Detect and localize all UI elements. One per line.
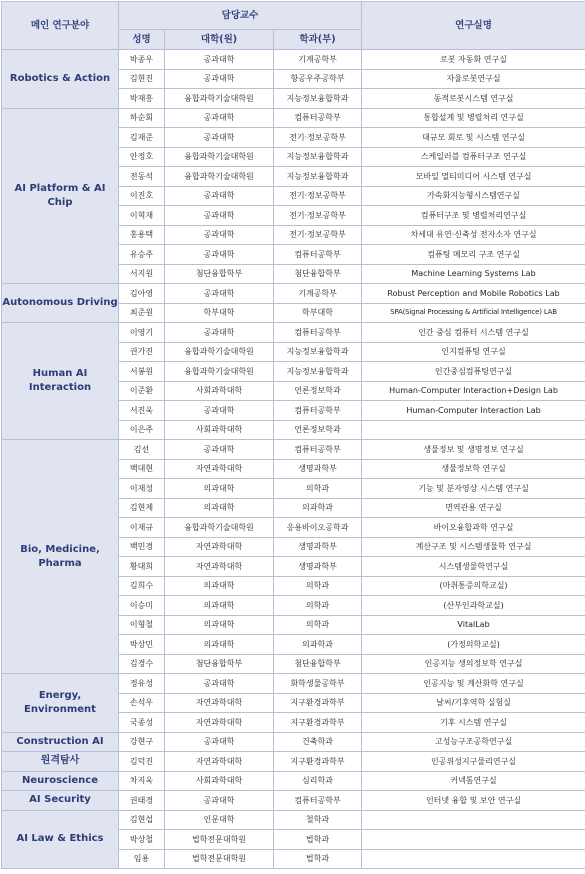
lab-name-cell: 차세대 유연·신축성 전자소자 연구실: [362, 225, 585, 245]
table-row: [2, 323, 585, 343]
department-cell: 지구환경과학부: [274, 752, 362, 772]
lab-name-cell: 커넥톰연구실: [362, 771, 585, 791]
lab-name-cell: 컴퓨팅 메모리 구조 연구실: [362, 245, 585, 265]
lab-name-cell: Human-Computer Interaction+Design Lab: [362, 381, 585, 401]
professor-name-cell: 권태경: [119, 791, 165, 811]
lab-name-cell: 인지컴퓨팅 연구실: [362, 342, 585, 362]
professor-name-cell: 최준원: [119, 303, 165, 323]
department-cell: 언론정보학과: [274, 420, 362, 440]
table-body: [2, 50, 585, 869]
college-cell: 자연과학대학: [165, 537, 274, 557]
lab-name-cell: 고성능구조공학연구실: [362, 732, 585, 752]
table-row: [2, 108, 585, 128]
professor-name-cell: 서봉원: [119, 362, 165, 382]
department-cell: 항공우주공학부: [274, 69, 362, 89]
professor-name-cell: 전동석: [119, 167, 165, 187]
professor-name-cell: 권가진: [119, 342, 165, 362]
department-cell: 화학생물공학부: [274, 674, 362, 694]
college-cell: 사회과학대학: [165, 381, 274, 401]
professor-name-cell: 차지욱: [119, 771, 165, 791]
header-professor: 담당교수: [119, 2, 362, 30]
table-row: [2, 440, 585, 460]
college-cell: 사회과학대학: [165, 420, 274, 440]
department-cell: 응용바이오공학과: [274, 518, 362, 538]
lab-name-cell: 가속화지능형시스템연구실: [362, 186, 585, 206]
professor-name-cell: 하순회: [119, 108, 165, 128]
college-cell: 공과대학: [165, 206, 274, 226]
lab-name-cell: [362, 830, 585, 850]
college-cell: 공과대학: [165, 225, 274, 245]
college-cell: 공과대학: [165, 440, 274, 460]
department-cell: 법학과: [274, 849, 362, 869]
department-cell: 법학과: [274, 830, 362, 850]
lab-name-cell: 시스템생물학연구실: [362, 557, 585, 577]
lab-name-cell: 인간중심컴퓨팅연구실: [362, 362, 585, 382]
college-cell: 법학전문대학원: [165, 849, 274, 869]
research-area-cell: 원격탐사: [2, 752, 119, 772]
table-row: [2, 791, 585, 811]
professor-name-cell: 서진욱: [119, 401, 165, 421]
college-cell: 공과대학: [165, 791, 274, 811]
professor-name-cell: 손석우: [119, 693, 165, 713]
professor-name-cell: 임용: [119, 849, 165, 869]
lab-name-cell: 바이오융합과학 연구실: [362, 518, 585, 538]
professor-name-cell: 박재흥: [119, 89, 165, 109]
department-cell: 컴퓨터공학부: [274, 245, 362, 265]
header-college: 대학(원): [165, 30, 274, 50]
college-cell: 융합과학기술대학원: [165, 89, 274, 109]
research-area-cell: Robotics & Action: [2, 50, 119, 109]
department-cell: 기계공학부: [274, 284, 362, 304]
college-cell: 융합과학기술대학원: [165, 342, 274, 362]
research-area-cell: Autonomous Driving: [2, 284, 119, 323]
research-area-cell: AI Law & Ethics: [2, 810, 119, 869]
department-cell: 컴퓨터공학부: [274, 323, 362, 343]
department-cell: 전기·정보공학부: [274, 206, 362, 226]
department-cell: 전기·정보공학부: [274, 186, 362, 206]
lab-name-cell: 동적로봇시스템 연구실: [362, 89, 585, 109]
lab-name-cell: 스케일러블 컴퓨터구조 연구실: [362, 147, 585, 167]
department-cell: 심리학과: [274, 771, 362, 791]
department-cell: 학부대학: [274, 303, 362, 323]
college-cell: 융합과학기술대학원: [165, 167, 274, 187]
department-cell: 지능정보융합학과: [274, 362, 362, 382]
header-name: 성명: [119, 30, 165, 50]
college-cell: 학부대학: [165, 303, 274, 323]
table-row: [2, 674, 585, 694]
table-row: [2, 50, 585, 70]
department-cell: 철학과: [274, 810, 362, 830]
professor-name-cell: 김현진: [119, 69, 165, 89]
table-row: [2, 771, 585, 791]
department-cell: 지능정보융합학과: [274, 167, 362, 187]
professor-name-cell: 김선: [119, 440, 165, 460]
college-cell: 공과대학: [165, 245, 274, 265]
professor-name-cell: 이진호: [119, 186, 165, 206]
lab-name-cell: Robust Perception and Mobile Robotics Lab: [362, 284, 585, 304]
college-cell: 공과대학: [165, 128, 274, 148]
professor-name-cell: 서지원: [119, 264, 165, 284]
lab-name-cell: 날씨/기후역학 실험실: [362, 693, 585, 713]
college-cell: 공과대학: [165, 323, 274, 343]
lab-name-cell: 계산구조 및 시스템생물학 연구실: [362, 537, 585, 557]
lab-name-cell: [362, 849, 585, 869]
header-department: 학과(부): [274, 30, 362, 50]
professor-name-cell: 김아영: [119, 284, 165, 304]
college-cell: 공과대학: [165, 674, 274, 694]
department-cell: 컴퓨터공학부: [274, 440, 362, 460]
college-cell: 의과대학: [165, 479, 274, 499]
department-cell: 의학과: [274, 615, 362, 635]
department-cell: 지구환경과학부: [274, 713, 362, 733]
professor-name-cell: 홍용택: [119, 225, 165, 245]
professor-name-cell: 정유성: [119, 674, 165, 694]
college-cell: 의과대학: [165, 596, 274, 616]
lab-name-cell: 인공지능 및 계산화학 연구실: [362, 674, 585, 694]
college-cell: 공과대학: [165, 732, 274, 752]
professor-name-cell: 김덕진: [119, 752, 165, 772]
lab-name-cell: Human-Computer Interaction Lab: [362, 401, 585, 421]
college-cell: 자연과학대학: [165, 459, 274, 479]
professor-name-cell: 김경수: [119, 654, 165, 674]
table-row: [2, 810, 585, 830]
lab-name-cell: (산부인과학교실): [362, 596, 585, 616]
department-cell: 지구환경과학부: [274, 693, 362, 713]
department-cell: 의학과: [274, 479, 362, 499]
lab-name-cell: (마취통증의학교실): [362, 576, 585, 596]
research-area-cell: Neuroscience: [2, 771, 119, 791]
department-cell: 기계공학부: [274, 50, 362, 70]
department-cell: 지능정보융합학과: [274, 342, 362, 362]
college-cell: 공과대학: [165, 186, 274, 206]
research-area-cell: Energy, Environment: [2, 674, 119, 733]
college-cell: 융합과학기술대학원: [165, 518, 274, 538]
college-cell: 의과대학: [165, 615, 274, 635]
professor-name-cell: 김재준: [119, 128, 165, 148]
department-cell: 언론정보학과: [274, 381, 362, 401]
department-cell: 생명과학부: [274, 557, 362, 577]
department-cell: 첨단융합학부: [274, 654, 362, 674]
department-cell: 의과학과: [274, 635, 362, 655]
department-cell: 건축학과: [274, 732, 362, 752]
college-cell: 의과대학: [165, 635, 274, 655]
college-cell: 공과대학: [165, 50, 274, 70]
table-row: [2, 752, 585, 772]
professor-name-cell: 백대현: [119, 459, 165, 479]
department-cell: 컴퓨터공학부: [274, 791, 362, 811]
table-row: [2, 284, 585, 304]
lab-name-cell: 컴퓨터구조 및 병렬처리연구실: [362, 206, 585, 226]
research-area-cell: Human AI Interaction: [2, 323, 119, 440]
department-cell: 생명과학부: [274, 537, 362, 557]
lab-name-cell: [362, 810, 585, 830]
department-cell: 지능정보융합학과: [274, 147, 362, 167]
college-cell: 융합과학기술대학원: [165, 362, 274, 382]
professor-name-cell: 이승미: [119, 596, 165, 616]
professor-name-cell: 황대희: [119, 557, 165, 577]
lab-name-cell: 로봇 자동화 연구실: [362, 50, 585, 70]
professor-name-cell: 박상철: [119, 830, 165, 850]
lab-name-cell: 통합설계 및 병렬처리 연구실: [362, 108, 585, 128]
college-cell: 첨단융합학부: [165, 264, 274, 284]
college-cell: 융합과학기술대학원: [165, 147, 274, 167]
lab-name-cell: Machine Learning Systems Lab: [362, 264, 585, 284]
professor-name-cell: 유승주: [119, 245, 165, 265]
lab-name-cell: 대규모 회로 및 시스템 연구실: [362, 128, 585, 148]
department-cell: 전기·정보공학부: [274, 128, 362, 148]
college-cell: 의과대학: [165, 576, 274, 596]
college-cell: 자연과학대학: [165, 693, 274, 713]
professor-name-cell: 국종성: [119, 713, 165, 733]
lab-name-cell: 인공지능 생의정보학 연구실: [362, 654, 585, 674]
department-cell: 지능정보융합학과: [274, 89, 362, 109]
professor-name-cell: 이은주: [119, 420, 165, 440]
department-cell: 컴퓨터공학부: [274, 108, 362, 128]
lab-name-cell: 인터넷 융합 및 보안 연구실: [362, 791, 585, 811]
lab-name-cell: 인공위성지구물리연구실: [362, 752, 585, 772]
college-cell: 공과대학: [165, 401, 274, 421]
professor-name-cell: 이혁재: [119, 206, 165, 226]
professor-name-cell: 이형철: [119, 615, 165, 635]
lab-name-cell: SPA(Signal Processing & Artificial Intelligence) LAB: [362, 303, 585, 323]
college-cell: 자연과학대학: [165, 557, 274, 577]
table-row: [2, 732, 585, 752]
lab-name-cell: 기후 시스템 연구실: [362, 713, 585, 733]
professor-name-cell: 이영기: [119, 323, 165, 343]
lab-name-cell: VitalLab: [362, 615, 585, 635]
header-main-area: 메인 연구분야: [2, 2, 119, 50]
research-area-cell: AI Platform & AI Chip: [2, 108, 119, 284]
department-cell: 컴퓨터공학부: [274, 401, 362, 421]
professor-name-cell: 김현섭: [119, 810, 165, 830]
college-cell: 자연과학대학: [165, 752, 274, 772]
lab-name-cell: 면역관용 연구실: [362, 498, 585, 518]
professor-name-cell: 이재규: [119, 518, 165, 538]
lab-name-cell: (가정의학교실): [362, 635, 585, 655]
college-cell: 공과대학: [165, 69, 274, 89]
research-area-cell: AI Security: [2, 791, 119, 811]
header-lab-name: 연구실명: [362, 2, 585, 50]
lab-name-cell: 기능 및 분자영상 시스템 연구실: [362, 479, 585, 499]
college-cell: 인문대학: [165, 810, 274, 830]
professor-name-cell: 이준환: [119, 381, 165, 401]
research-area-cell: Bio, Medicine, Pharma: [2, 440, 119, 674]
research-area-table: [1, 1, 585, 869]
lab-name-cell: 생물정보학 연구실: [362, 459, 585, 479]
college-cell: 법학전문대학원: [165, 830, 274, 850]
department-cell: 의과학과: [274, 498, 362, 518]
department-cell: 의학과: [274, 596, 362, 616]
department-cell: 생명과학부: [274, 459, 362, 479]
department-cell: 첨단융합학부: [274, 264, 362, 284]
research-area-cell: Construction AI: [2, 732, 119, 752]
lab-name-cell: [362, 420, 585, 440]
department-cell: 전기·정보공학부: [274, 225, 362, 245]
professor-name-cell: 김현제: [119, 498, 165, 518]
lab-name-cell: 생물정보 및 생명정보 연구실: [362, 440, 585, 460]
college-cell: 사회과학대학: [165, 771, 274, 791]
college-cell: 공과대학: [165, 108, 274, 128]
professor-name-cell: 이재성: [119, 479, 165, 499]
professor-name-cell: 강현구: [119, 732, 165, 752]
college-cell: 공과대학: [165, 284, 274, 304]
professor-name-cell: 박상민: [119, 635, 165, 655]
professor-name-cell: 백민경: [119, 537, 165, 557]
lab-name-cell: 모바일 멀티미디어 시스템 연구실: [362, 167, 585, 187]
department-cell: 의학과: [274, 576, 362, 596]
college-cell: 첨단융합학부: [165, 654, 274, 674]
college-cell: 자연과학대학: [165, 713, 274, 733]
professor-name-cell: 박종우: [119, 50, 165, 70]
professor-name-cell: 김희수: [119, 576, 165, 596]
college-cell: 의과대학: [165, 498, 274, 518]
lab-name-cell: 자율로봇연구실: [362, 69, 585, 89]
professor-name-cell: 안정호: [119, 147, 165, 167]
lab-name-cell: 인간 중심 컴퓨터 시스템 연구실: [362, 323, 585, 343]
